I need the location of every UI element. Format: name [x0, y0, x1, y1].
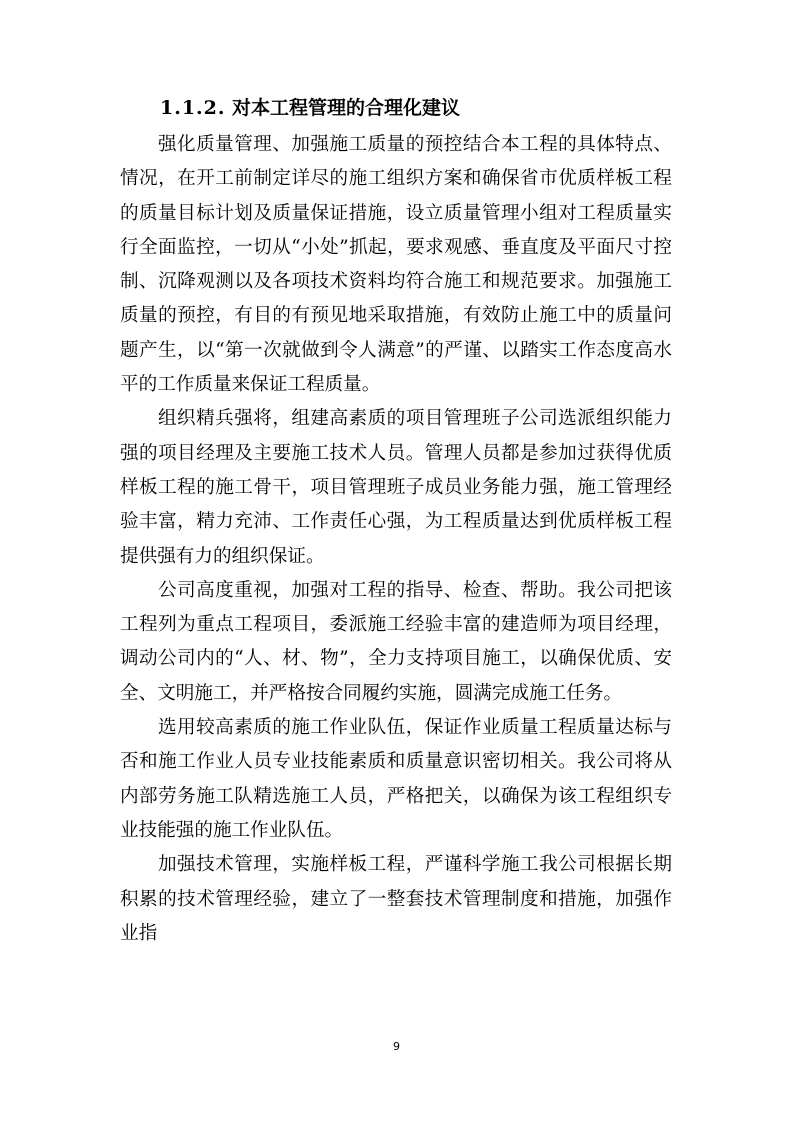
paragraph-project-team: 组织精兵强将，组建高素质的项目管理班子公司选派组织能力强的项目经理及主要施工技术人员。管理人员都是参加过获得优质样板工程的施工骨干，项目管理班子成员业务能力强，施工管理经验丰富，精力充沛、工作责任心强，为工程质量达到优质样板工程提供强有力的组织保证。: [120, 408, 672, 567]
paragraph-work-team: 选用较高素质的施工作业队伍，保证作业质量工程质量达标与否和施工作业人员专业技能素质和质量意识密切相关。我公司将从内部劳务施工队精选施工人员，严格把关，以确保为该工程组织专业技能强的施工作业队伍。: [120, 717, 672, 841]
section-number: 1.1.2.: [160, 97, 226, 119]
section-title: 对本工程管理的合理化建议: [232, 97, 461, 119]
body-text: [120, 128, 672, 951]
paragraph-quality-management: 强化质量管理、加强施工质量的预控结合本工程的具体特点、情况，在开工前制定详尽的施工组织方案和确保省市优质样板工程的质量目标计划及质量保证措施，设立质量管理小组对工程质量实行全面监控，一切从“小处”抓起，要求观感、垂直度及平面尺寸控制、沉降观测以及各项技术资料均符合施工和规范要求。加强施工质量的预控，有目的有预见地采取措施，有效防止施工中的质量问题产生，以“第一次就做到令人满意”的严谨、以踏实工作态度高水平的工作质量来保证工程质量。: [120, 134, 672, 396]
page-number: 9: [393, 1040, 400, 1053]
paragraph-company-support: 公司高度重视，加强对工程的指导、检查、帮助。我公司把该工程列为重点工程项目，委派施工经验丰富的建造师为项目经理，调动公司内的“人、材、物”，全力支持项目施工，以确保优质、安全、文明施工，并严格按合同履约实施，圆满完成施工任务。: [120, 579, 672, 704]
section-heading: [160, 91, 680, 125]
paragraph-technical-management: 加强技术管理，实施样板工程，严谨科学施工我公司根据长期积累的技术管理经验，建立了一整套技术管理制度和措施，加强作业指: [120, 854, 672, 944]
